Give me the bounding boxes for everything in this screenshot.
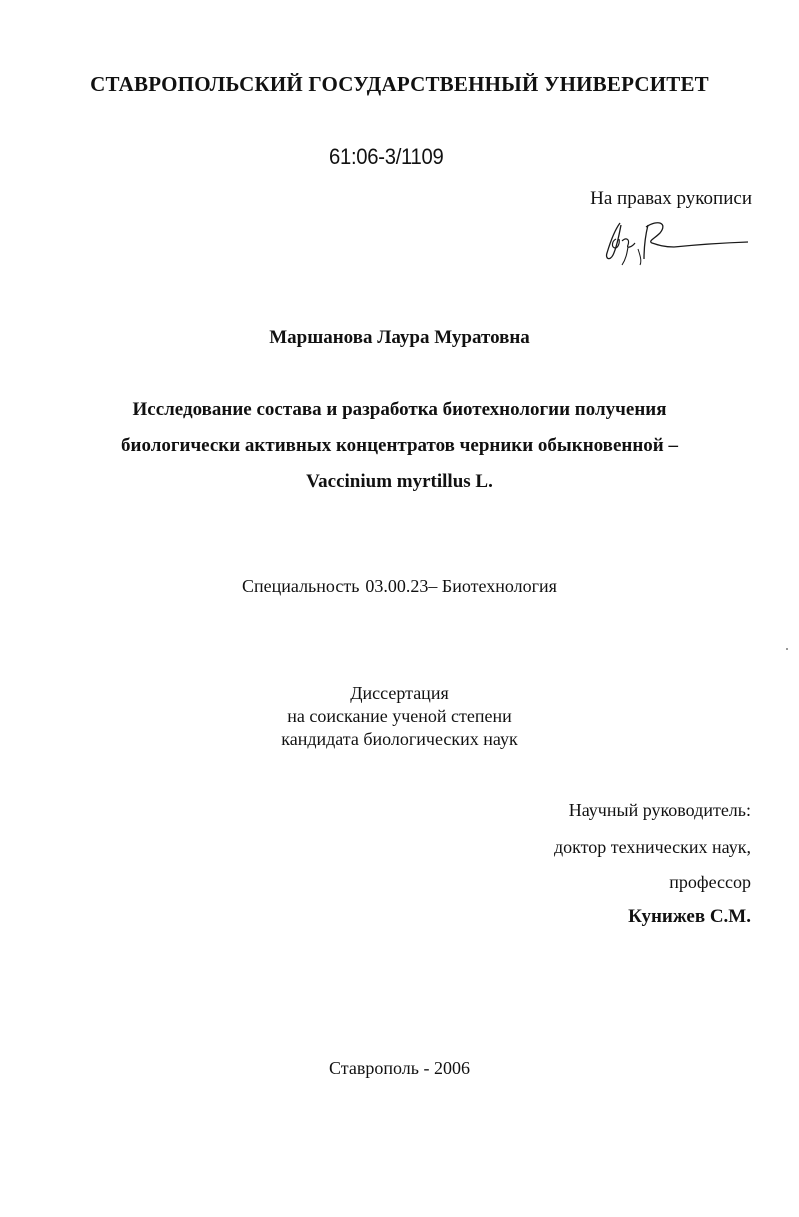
- dissertation-type: Диссертация: [350, 683, 449, 703]
- supervisor-degree: доктор технических наук,: [554, 837, 751, 857]
- dissertation-title-line-2: биологически активных концентратов черники обыкновенной –: [121, 435, 678, 456]
- dissertation-title-line-1: Исследование состава и разработка биотехнологии получения: [132, 399, 667, 420]
- dissertation-title-line-3: Vaccinium myrtillus L.: [306, 471, 493, 492]
- city-year: Ставрополь - 2006: [329, 1058, 470, 1078]
- manuscript-note: На правах рукописи: [590, 188, 752, 209]
- specialty-code: 03.00.23– Биотехнология: [365, 576, 557, 596]
- archive-code: 61:06-3/1109: [329, 144, 444, 169]
- supervisor-role: Научный руководитель:: [568, 800, 751, 820]
- degree-name: кандидата биологических наук: [281, 729, 518, 749]
- handwritten-signature: [602, 217, 752, 267]
- specialty-label: Специальность: [242, 576, 360, 596]
- degree-purpose: на соискание ученой степени: [287, 706, 512, 726]
- university-name: СТАВРОПОЛЬСКИЙ ГОСУДАРСТВЕННЫЙ УНИВЕРСИТЕТ: [90, 72, 709, 96]
- specialty: [0, 576, 799, 597]
- author-name: Маршанова Лаура Муратовна: [269, 327, 530, 348]
- supervisor-name: Кунижев С.М.: [628, 906, 751, 927]
- supervisor-rank: профессор: [669, 872, 751, 892]
- scan-speck: [786, 648, 788, 650]
